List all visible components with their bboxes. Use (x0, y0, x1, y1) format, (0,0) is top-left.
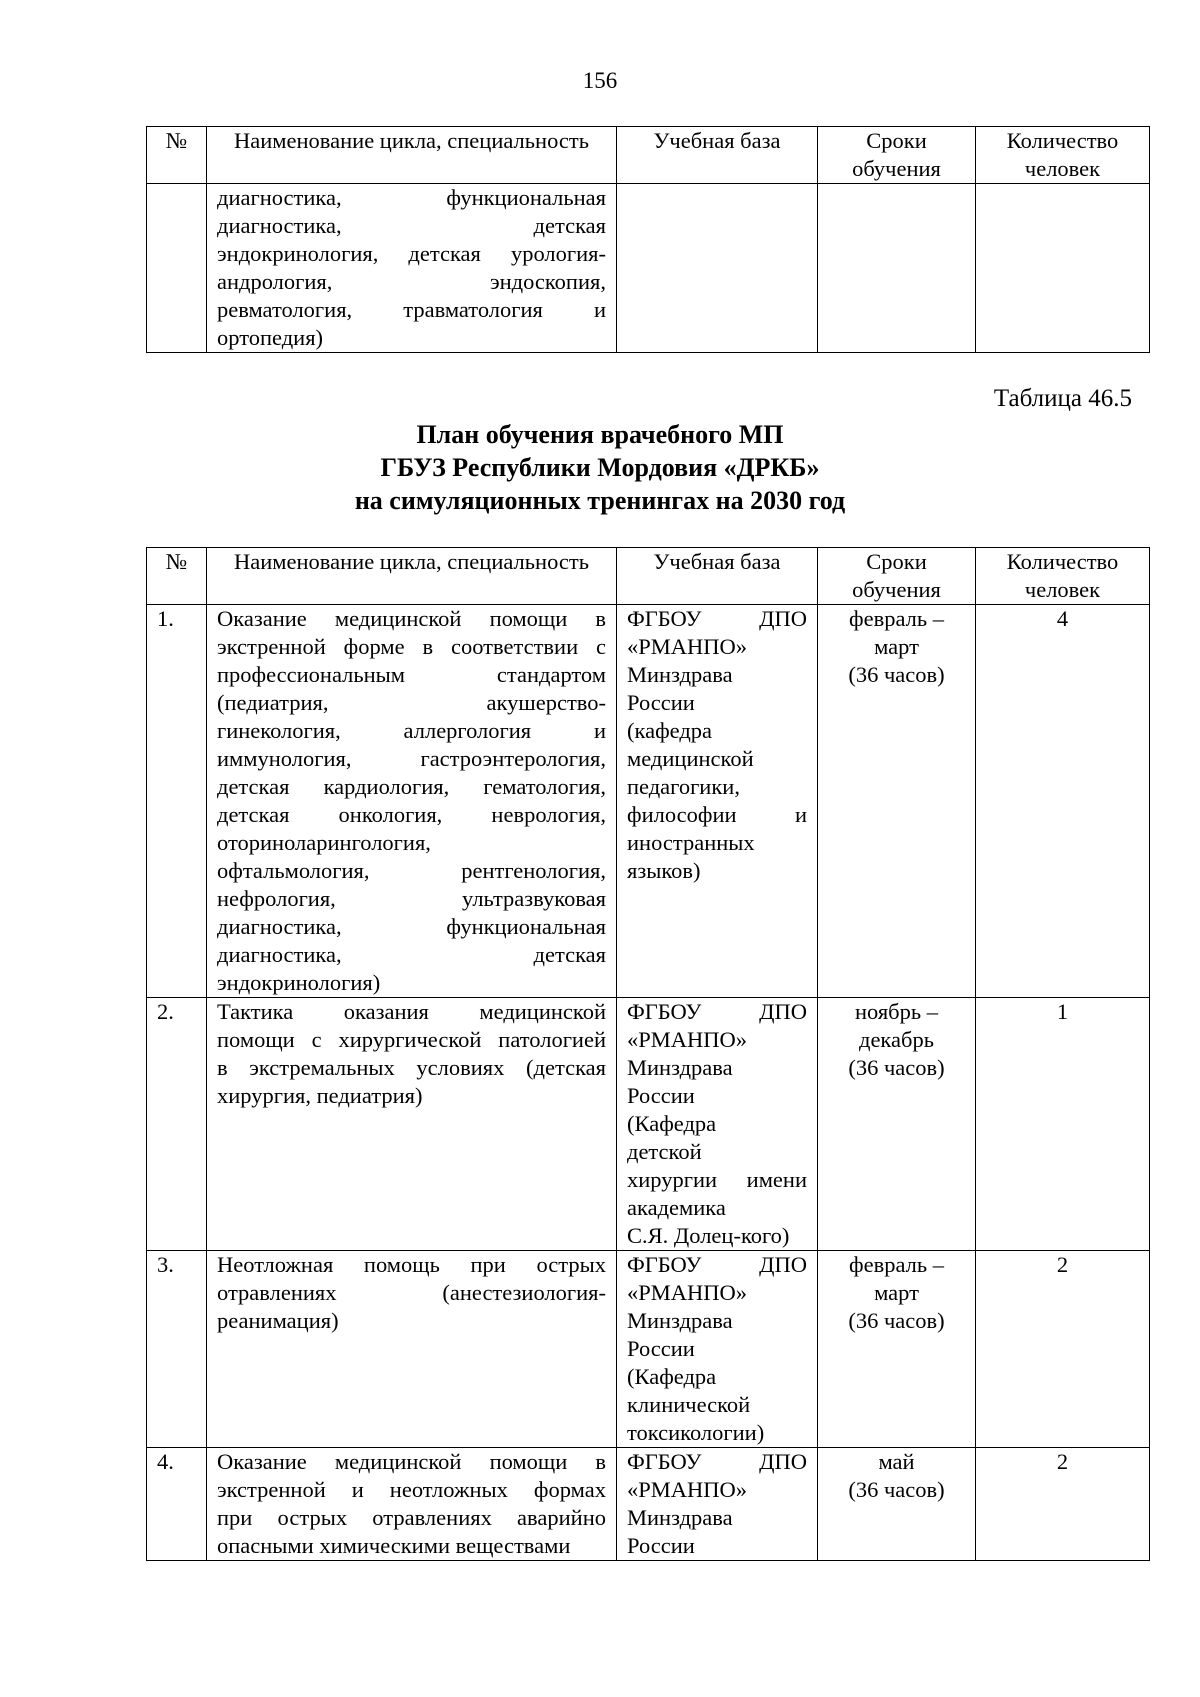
training-base-cell (617, 605, 818, 998)
cycle-name-line: оториноларингология, (217, 830, 431, 855)
table-row (147, 605, 1150, 998)
training-base-line: ФГБОУ ДПО (627, 1252, 807, 1277)
people-count: 2 (976, 1251, 1150, 1448)
continuation-table (146, 126, 1150, 353)
training-base-line: академика (627, 1195, 726, 1220)
training-base-line: (кафедра (627, 718, 713, 743)
training-base-line: России (627, 1336, 695, 1361)
training-base-line: хирургии имени (627, 1167, 807, 1192)
training-base-line: ФГБОУ ДПО (627, 1449, 807, 1474)
cycle-name-line: экстренной и неотложных формах (217, 1477, 606, 1502)
page-number: 156 (582, 68, 618, 93)
header-name: Наименование цикла, специальность (207, 127, 617, 184)
cycle-name-line: диагностика, функциональная (217, 914, 606, 939)
row-number: 2. (147, 998, 207, 1251)
cell-base (617, 184, 818, 353)
training-base-line: Минздрава (627, 1505, 733, 1530)
cycle-name-line: Неотложная помощь при острых (217, 1252, 606, 1277)
training-base-line: С.Я. Долец-кого) (627, 1223, 790, 1248)
cycle-name-line: иммунология, гастроэнтерология, (217, 746, 606, 771)
training-base-line: России (627, 1083, 695, 1108)
continuation-name-line: диагностика, детская (217, 213, 606, 238)
header-term (818, 548, 976, 605)
training-base-line: (Кафедра (627, 1111, 717, 1136)
cycle-name-line: детская кардиология, гематология, (217, 774, 606, 799)
cycle-name-line: Оказание медицинской помощи в (217, 606, 606, 631)
training-term-line: (36 часов) (848, 1308, 945, 1333)
cell-term (818, 184, 976, 353)
table-header-row (147, 127, 1150, 184)
header-num: № (147, 548, 207, 605)
training-base-line: «РМАНПО» (627, 1027, 748, 1052)
cell-num (147, 184, 207, 353)
training-base-line: педагогики, (627, 774, 740, 799)
training-term-cell (818, 1448, 976, 1561)
cycle-name-line: опасными химическими веществами (217, 1533, 571, 1558)
table-row (147, 1448, 1150, 1561)
cycle-name-line: Оказание медицинской помощи в (217, 1449, 606, 1474)
training-base-cell (617, 1251, 818, 1448)
title-line-3: на симуляционных тренингах на 2030 год (354, 486, 846, 515)
cell-count (976, 184, 1150, 353)
training-base-line: ФГБОУ ДПО (627, 606, 807, 631)
header-term-line2: обучения (852, 156, 941, 181)
row-number: 4. (147, 1448, 207, 1561)
cycle-name-cell (207, 1448, 617, 1561)
cycle-name-line: Тактика оказания медицинской (217, 999, 606, 1024)
cycle-name-line: диагностика, детская (217, 942, 606, 967)
training-base-line: «РМАНПО» (627, 1280, 748, 1305)
cycle-name-cell (207, 998, 617, 1251)
cycle-name-line: (педиатрия, акушерство- (217, 690, 606, 715)
continuation-name-line: эндокринология, детская урология- (217, 241, 606, 266)
header-count-line1: Количество (1006, 128, 1119, 153)
header-base: Учебная база (617, 127, 818, 184)
cycle-name-line: детская онкология, неврология, (217, 802, 606, 827)
training-base-line: России (627, 1533, 695, 1558)
continuation-name-line: ортопедия) (217, 325, 324, 350)
training-base-line: языков) (627, 858, 701, 883)
continuation-name-line: андрология, эндоскопия, (217, 269, 606, 294)
header-name: Наименование цикла, специальность (207, 548, 617, 605)
training-plan-table (146, 547, 1150, 1561)
people-count: 2 (976, 1448, 1150, 1561)
training-term-cell (818, 605, 976, 998)
cycle-name-line: отравлениях (анестезиология- (217, 1280, 606, 1305)
header-count-line1: Количество (1006, 549, 1119, 574)
header-num: № (147, 127, 207, 184)
continuation-name-line: диагностика, функциональная (217, 185, 606, 210)
training-base-line: «РМАНПО» (627, 1477, 748, 1502)
cycle-name-line: помощи с хирургической патологией (217, 1027, 606, 1052)
continuation-name-line: ревматология, травматология и (217, 297, 606, 322)
continuation-name-cell (207, 184, 617, 353)
people-count: 1 (976, 998, 1150, 1251)
cycle-name-line: нефрология, ультразвуковая (217, 886, 606, 911)
table-row (147, 184, 1150, 353)
cycle-name-line: при острых отравлениях аварийно (217, 1505, 606, 1530)
title-line-1: План обучения врачебного МП (416, 420, 784, 449)
header-term (818, 127, 976, 184)
training-term-cell (818, 998, 976, 1251)
table-row (147, 998, 1150, 1251)
training-term-line: декабрь (859, 1027, 934, 1052)
training-base-line: иностранных (627, 830, 755, 855)
header-count-line2: человек (1024, 156, 1101, 181)
title-line-2: ГБУЗ Республики Мордовия «ДРКБ» (380, 453, 820, 482)
training-base-line: «РМАНПО» (627, 634, 748, 659)
cycle-name-line: профессиональным стандартом (217, 662, 606, 687)
training-term-line: март (874, 634, 919, 659)
training-term-line: (36 часов) (848, 1055, 945, 1080)
table-label: Таблица 46.5 (993, 385, 1132, 412)
header-count-line2: человек (1024, 577, 1101, 602)
table-title (0, 418, 1200, 517)
header-term-line1: Сроки (866, 549, 927, 574)
cycle-name-line: хирургия, педиатрия) (217, 1083, 423, 1108)
training-term-line: февраль – (849, 1252, 944, 1277)
cycle-name-line: в экстремальных условиях (детская (217, 1055, 606, 1080)
header-count (976, 127, 1150, 184)
header-term-line1: Сроки (866, 128, 927, 153)
cycle-name-line: реанимация) (217, 1308, 339, 1333)
training-term-line: февраль – (849, 606, 944, 631)
training-base-line: токсикологии) (627, 1420, 765, 1445)
training-base-line: детской (627, 1139, 702, 1164)
table-row (147, 1251, 1150, 1448)
header-base: Учебная база (617, 548, 818, 605)
training-term-line: (36 часов) (848, 1477, 945, 1502)
training-base-line: Минздрава (627, 662, 733, 687)
table-body (147, 605, 1150, 1561)
training-base-line: Минздрава (627, 1055, 733, 1080)
training-term-line: (36 часов) (848, 662, 945, 687)
row-number: 1. (147, 605, 207, 998)
cycle-name-line: экстренной форме в соответствии с (217, 634, 606, 659)
training-base-cell (617, 998, 818, 1251)
cycle-name-cell (207, 1251, 617, 1448)
training-base-line: философии и (627, 802, 807, 827)
cycle-name-cell (207, 605, 617, 998)
training-base-line: медицинской (627, 746, 754, 771)
cycle-name-line: эндокринология) (217, 970, 381, 995)
training-term-line: май (878, 1449, 915, 1474)
training-base-line: Минздрава (627, 1308, 733, 1333)
table-header-row (147, 548, 1150, 605)
training-base-cell (617, 1448, 818, 1561)
cycle-name-line: офтальмология, рентгенология, (217, 858, 606, 883)
training-base-line: России (627, 690, 695, 715)
training-base-line: клинической (627, 1392, 751, 1417)
training-term-line: март (874, 1280, 919, 1305)
header-term-line2: обучения (852, 577, 941, 602)
cycle-name-line: гинекология, аллергология и (217, 718, 606, 743)
training-base-line: (Кафедра (627, 1364, 717, 1389)
people-count: 4 (976, 605, 1150, 998)
header-count (976, 548, 1150, 605)
row-number: 3. (147, 1251, 207, 1448)
training-base-line: ФГБОУ ДПО (627, 999, 807, 1024)
training-term-line: ноябрь – (854, 999, 939, 1024)
training-term-cell (818, 1251, 976, 1448)
